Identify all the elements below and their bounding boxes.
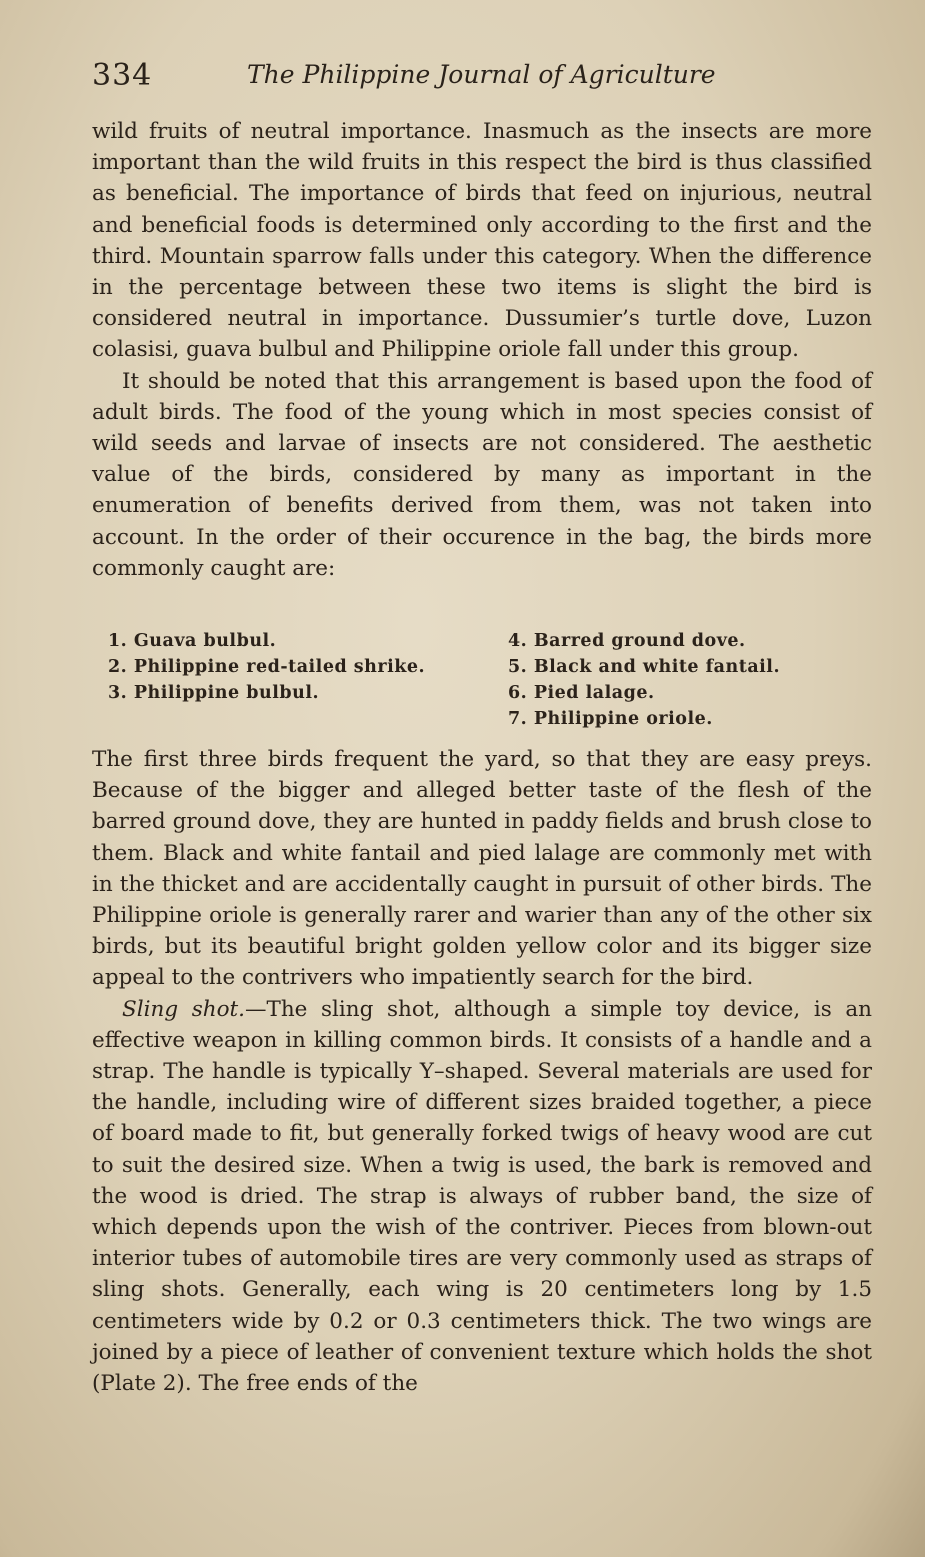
text-block-bottom <box>92 744 872 1399</box>
text-block-top <box>92 116 872 584</box>
page-header <box>92 58 872 98</box>
list-item: 3. Philippine bulbul. <box>108 683 320 703</box>
sling-shot-heading: Sling shot. <box>122 996 245 1022</box>
paragraph-arrangement: It should be noted that this arrangement is based upon the food of adult birds. The food of the young which in most species consist of wild seeds and larvae of insects are not considered. The aesthetic value of the birds, considered by many as important in the enumeration of benefits derived from them, was not taken into account. In the order of their occurence in the bag, the birds more commonly caught are: <box>92 368 872 581</box>
list-item: 6. Pied lalage. <box>508 683 655 703</box>
paragraph-first-three-birds: The first three birds frequent the yard, so that they are easy preys. Because of the bigger and alleged better taste of the flesh of the barred ground dove, they are hunted in paddy fields and brush close to them. Black and white fantail and pied lalage are commonly met with in the thicket and are accidentally caught in pursuit of other birds. The Philippine oriole is generally rarer and warier than any of the other six birds, but its beautiful bright golden yellow color and its bigger size appeal to the contrivers who impatiently search for the bird. <box>92 747 872 991</box>
list-item: 5. Black and white fantail. <box>508 657 781 677</box>
list-item: 1. Guava bulbul. <box>108 631 277 651</box>
page-number: 334 <box>92 58 153 93</box>
list-item: 2. Philippine red-tailed shrike. <box>108 657 426 677</box>
sling-shot-text: —The sling shot, although a simple toy device, is an effective weapon in killing common birds. It consists of a handle and a strap. The handle is typically Y–shaped. Several materials are used for the handle, including wire of different sizes braided together, a piece of board made to fit, but generally forked twigs of heavy wood are cut to suit the desired size. When a twig is used, the bark is removed and the wood is dried. The strap is always of rubber band, the size of which depends upon the wish of the contriver. Pieces from blown-out interior tubes of automobile tires are very commonly used as straps of sling shots. Generally, each wing is 20 centimeters long by 1.5 centimeters wide by 0.2 or 0.3 centimeters thick. The two wings are joined by a piece of leather of convenient texture which holds the shot (Plate 2). The free ends of the <box>92 996 872 1397</box>
bird-list-left-column <box>108 628 425 706</box>
paragraph-continued: wild fruits of neutral importance. Inasmuch as the insects are more important than the wild fruits in this respect the bird is thus classified as beneficial. The importance of birds that feed on injurious, neutral and beneficial foods is determined only according to the first and the third. Mountain sparrow falls under this category. When the difference in the percentage between these two items is slight the bird is considered neutral in importance. Dussumier’s turtle dove, Luzon colasisi, guava bulbul and Philippine oriole fall under this group. <box>92 119 872 363</box>
list-item: 7. Philippine oriole. <box>508 709 713 729</box>
paragraph-sling-shot <box>92 994 872 1400</box>
bird-list-right-column <box>508 628 780 732</box>
bird-list <box>108 628 872 738</box>
journal-title: The Philippine Journal of Agriculture <box>247 60 716 89</box>
list-item: 4. Barred ground dove. <box>508 631 746 651</box>
